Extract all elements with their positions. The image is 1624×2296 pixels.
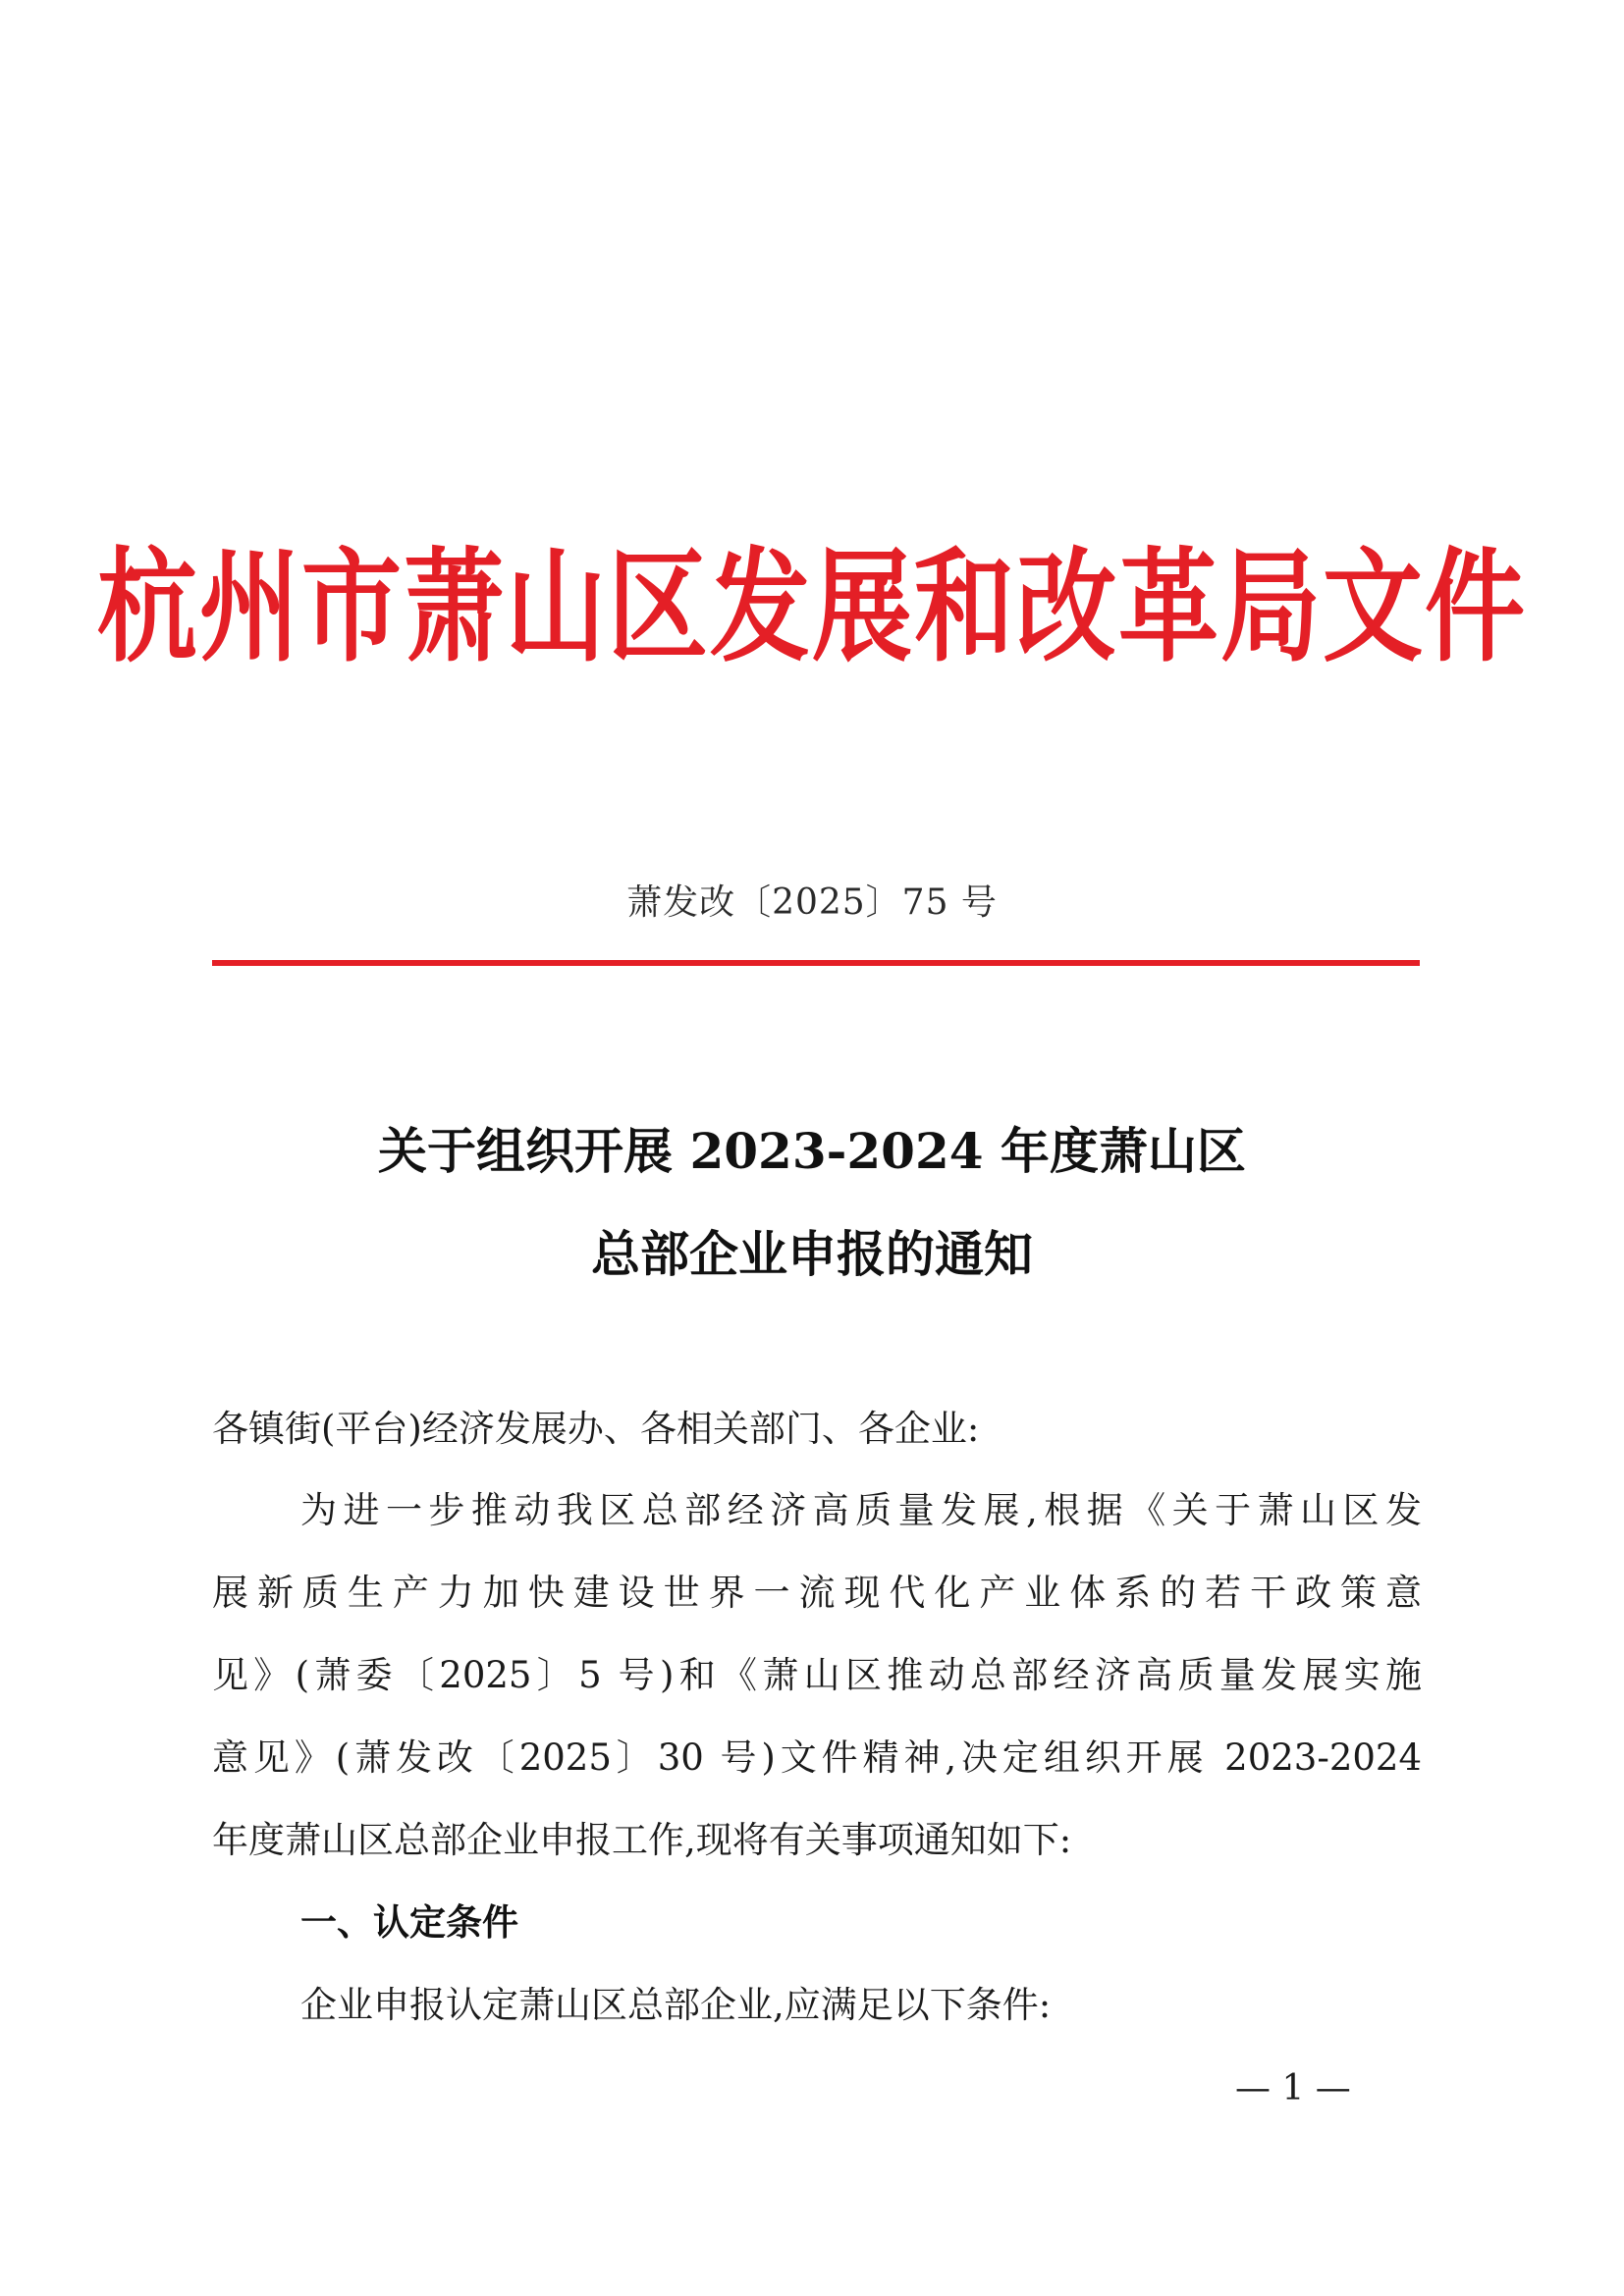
section-heading: 一、认定条件 [300,1901,518,1944]
salutation: 各镇街(平台)经济发展办、各相关部门、各企业: [212,1408,980,1450]
paragraph-line: 意见》(萧发改〔2025〕30 号)文件精神,决定组织开展 2023-2024 [212,1736,1422,1779]
paragraph-line: 展新质生产力加快建设世界一流现代化产业体系的若干政策意 [212,1572,1422,1614]
paragraph-line: 为进一步推动我区总部经济高质量发展,根据《关于萧山区发 [300,1489,1422,1531]
notice-title-line-1: 关于组织开展 2023-2024 年度萧山区 [378,1122,1246,1180]
issuer-title: 杭州市萧山区发展和改革局文件 [97,536,1527,679]
paragraph-line: 年度萧山区总部企业申报工作,现将有关事项通知如下: [212,1819,1072,1861]
page-number: — 1 — [1235,2068,1351,2109]
document-number: 萧发改〔2025〕75 号 [626,882,998,923]
red-divider-line [212,960,1420,966]
notice-title-line-2: 总部企业申报的通知 [591,1225,1033,1283]
paragraph-line: 见》(萧委〔2025〕5 号)和《萧山区推动总部经济高质量发展实施 [212,1654,1422,1696]
section-intro: 企业申报认定萧山区总部企业,应满足以下条件: [300,1984,1052,2026]
